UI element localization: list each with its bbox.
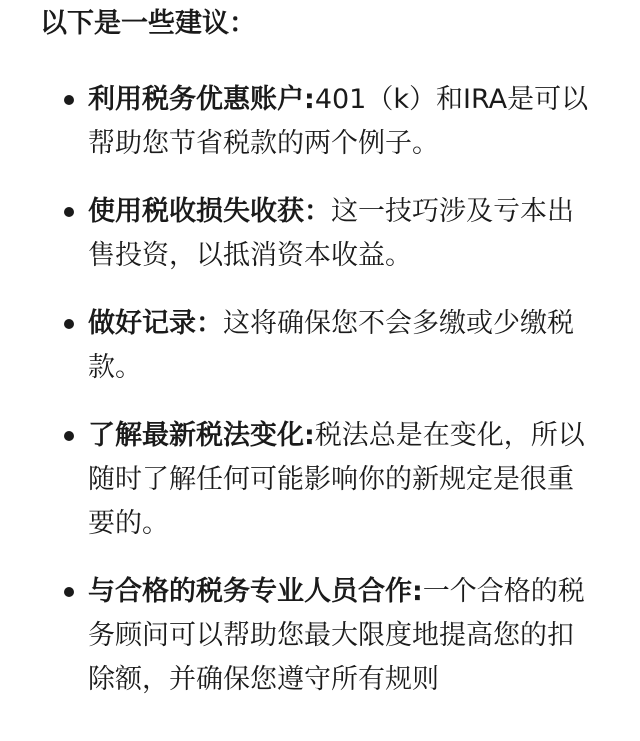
bullet-icon (64, 95, 74, 105)
item-text: 这一技巧涉及亏本出售投资，以抵消资本收益。 (88, 196, 574, 271)
list-item (0, 414, 640, 546)
item-text: 401（k）和IRA是可以帮助您节省税款的两个例子。 (88, 84, 589, 159)
item-term: 使用税收损失收获： (88, 196, 331, 227)
bullet-icon (64, 431, 74, 441)
list-item (0, 570, 640, 702)
list-item (0, 302, 640, 390)
list-item (0, 190, 640, 278)
bullet-icon (64, 207, 74, 217)
item-term: 与合格的税务专业人员合作: (88, 576, 423, 607)
bullet-icon (64, 319, 74, 329)
item-text: 一个合格的税务顾问可以帮助您最大限度地提高您的扣除额，并确保您遵守所有规则 (88, 576, 585, 695)
item-term: 利用税务优惠账户: (88, 84, 315, 115)
item-text: 这将确保您不会多缴或少缴税款。 (88, 308, 574, 383)
bullet-icon (64, 587, 74, 597)
list-item (0, 78, 640, 166)
item-term: 做好记录： (88, 308, 223, 339)
item-term: 了解最新税法变化: (88, 420, 315, 451)
item-text: 税法总是在变化，所以随时了解任何可能影响你的新规定是很重要的。 (88, 420, 585, 539)
suggestion-list (0, 78, 640, 726)
page-heading: 以下是一些建议： (40, 8, 256, 39)
